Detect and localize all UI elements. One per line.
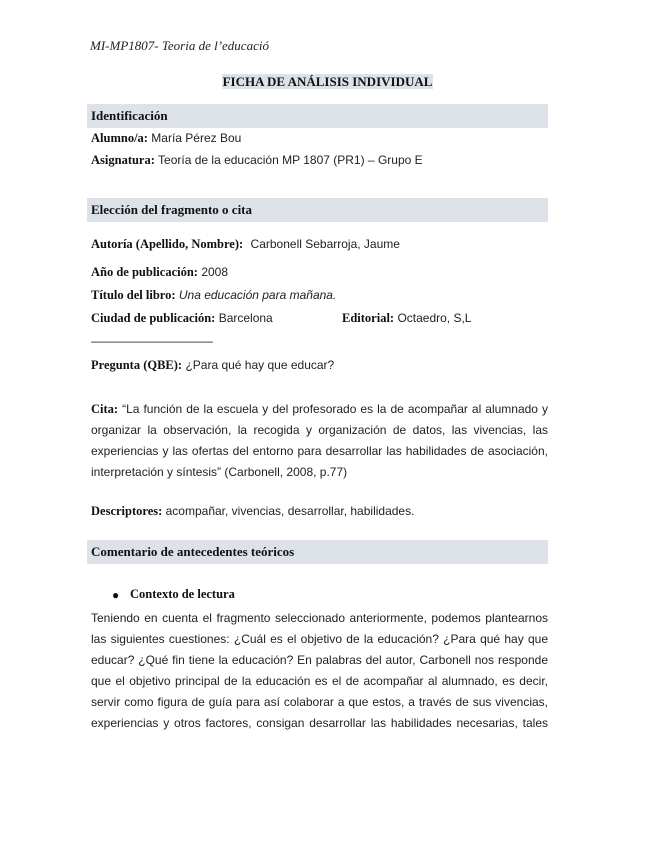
- bullet-icon: ●: [112, 588, 120, 602]
- alumno-row: [91, 131, 241, 146]
- cita-line: organizar la observación, la recogida y organización de datos, las vivencias, las: [91, 423, 548, 437]
- pregunta-label: Pregunta (QBE):: [91, 358, 183, 372]
- section-heading-comentario: Comentario de antecedentes teóricos: [91, 544, 295, 559]
- section-heading-eleccion: Elección del fragmento o cita: [91, 202, 253, 217]
- anio-value: 2008: [201, 265, 229, 279]
- section-heading-identificacion: Identificación: [91, 108, 168, 123]
- alumno-label: Alumno/a:: [91, 131, 148, 145]
- titulo-value: Una educación para mañana.: [178, 288, 337, 302]
- editorial-row: [342, 311, 471, 326]
- asignatura-label: Asignatura:: [91, 153, 155, 167]
- editorial-value: Octaedro, S,L: [397, 311, 472, 325]
- pregunta-row: [91, 358, 334, 373]
- autoria-label: Autoría (Apellido, Nombre):: [91, 237, 244, 251]
- cita-label: Cita:: [91, 402, 119, 416]
- subheading-contexto: Contexto de lectura: [130, 587, 235, 601]
- separator-line: ———————————: [91, 334, 212, 348]
- page-title-text: FICHA DE ANÁLISIS INDIVIDUAL: [222, 74, 433, 89]
- cita-line-text: “La función de la escuela y del profesorado es la de acompañar al alumnado y: [122, 402, 548, 416]
- paragraph-line: educar? ¿Qué fin tiene la educación? En palabras del autor, Carbonell nos responde: [91, 653, 548, 667]
- descriptores-label: Descriptores:: [91, 504, 163, 518]
- autoria-row: [91, 237, 400, 252]
- cita-line: [91, 399, 548, 420]
- pregunta-value: ¿Para qué hay que educar?: [185, 358, 335, 372]
- ciudad-label: Ciudad de publicación:: [91, 311, 216, 325]
- paragraph-line: experiencias y otros factores, consigan desarrollar las habilidades necesarias, tales: [91, 716, 548, 730]
- alumno-value: María Pérez Bou: [151, 131, 242, 145]
- editorial-label: Editorial:: [342, 311, 395, 325]
- anio-label: Año de publicación:: [91, 265, 198, 279]
- document-header: MI-MP1807- Teoria de l’educació: [90, 38, 269, 53]
- anio-row: [91, 265, 228, 280]
- descriptores-row: [91, 504, 414, 519]
- paragraph-line: Teniendo en cuenta el fragmento seleccionado anteriormente, podemos plantearnos: [91, 611, 548, 625]
- autoria-value: Carbonell Sebarroja, Jaume: [250, 237, 400, 251]
- cita-paragraph: [91, 399, 548, 483]
- cita-line: interpretación y síntesis” (Carbonell, 2008, p.77): [91, 465, 348, 479]
- contexto-paragraph: [91, 608, 548, 734]
- paragraph-line: las siguientes cuestiones: ¿Cuál es el objetivo de la educación? ¿Para qué hay que: [91, 632, 548, 646]
- paragraph-line: que el objetivo principal de la educación es el de acompañar al alumnado, es decir,: [91, 674, 548, 688]
- asignatura-value: Teoría de la educación MP 1807 (PR1) – Grupo E: [158, 153, 423, 167]
- ciudad-row: [91, 311, 273, 326]
- cita-line: experiencias y las ofertas del entorno para desarrollar las habilidades de asociación,: [91, 444, 548, 458]
- paragraph-line: servir como figura de guía para así colaborar a que estos, a través de sus vivencias,: [91, 695, 548, 709]
- descriptores-value: acompañar, vivencias, desarrollar, habilidades.: [165, 504, 415, 518]
- titulo-label: Título del libro:: [91, 288, 176, 302]
- asignatura-row: [91, 153, 423, 168]
- page-title: [0, 74, 655, 90]
- ciudad-value: Barcelona: [218, 311, 273, 325]
- titulo-row: [91, 288, 336, 303]
